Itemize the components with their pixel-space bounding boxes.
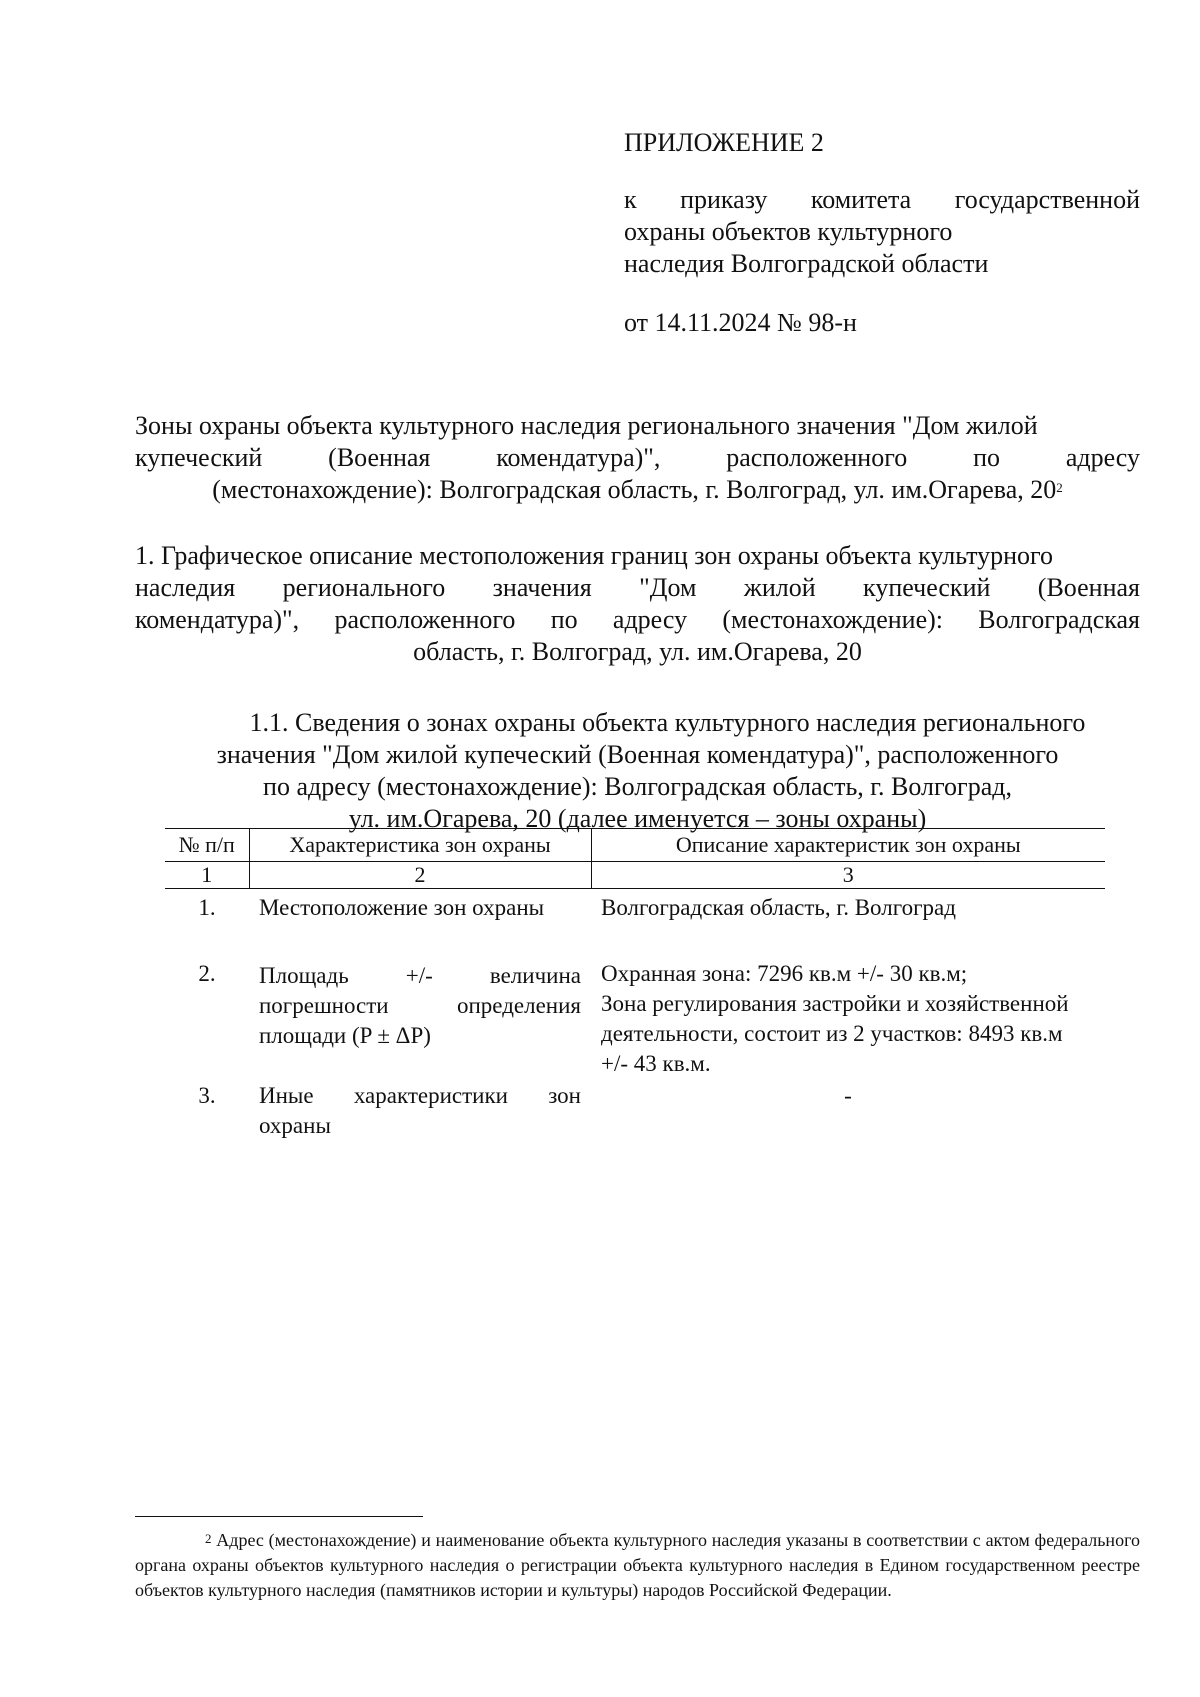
section-1-1-line: по адресу (местонахождение): Волгоградская область, г. Волгоград,	[263, 772, 1012, 801]
section-1-line: комендатура)", расположенного по адресу (местонахождение): Волгоградская	[135, 605, 1140, 634]
column-number-row	[165, 862, 1105, 889]
header-description: Описание характеристик зон охраны	[591, 829, 1105, 862]
row-number: 1.	[198, 895, 216, 920]
table-row	[165, 1079, 1105, 1141]
row-description-line: Охранная зона: 7296 кв.м +/- 30 кв.м;	[601, 961, 968, 986]
zones-table	[165, 828, 1105, 1141]
column-number: 3	[591, 862, 1105, 889]
main-heading-line-3	[135, 474, 1140, 506]
main-heading	[135, 410, 1140, 506]
section-1-line: 1. Графическое описание местоположения границ зон охраны объекта культурного	[135, 541, 1054, 570]
appendix-reference	[624, 184, 1140, 280]
table-row	[165, 957, 1105, 1079]
appendix-reference-line: к приказу комитета государственной	[624, 185, 1140, 214]
footnote-reference: 2	[1056, 480, 1063, 495]
footnote-text: Адрес (местонахождение) и наименование объекта культурного наследия указаны в соответствии с актом федерального органа охраны объектов культурного наследия о регистрации объекта культурного наследия в Едином государственном реестре объектов культурного наследия (памятников истории и культуры) народов Российской Федерации.	[135, 1530, 1141, 1600]
column-number: 1	[165, 862, 249, 889]
order-date-number: от 14.11.2024 № 98-н	[624, 308, 857, 337]
footnote	[135, 1528, 1140, 1603]
appendix-title: ПРИЛОЖЕНИЕ 2	[624, 128, 824, 157]
main-heading-line: купеческий (Военная комендатура)", расположенного по адресу	[135, 443, 1140, 472]
row-description: Волгоградская область, г. Волгоград	[601, 895, 956, 920]
row-number: 3.	[198, 1083, 216, 1108]
footnote-marker: 2	[205, 1531, 212, 1546]
row-characteristic: Площадь +/- величина погрешности определения площади (P ± ΔP)	[259, 963, 581, 1048]
table-header-row	[165, 829, 1105, 862]
row-description	[591, 957, 1105, 1079]
row-number: 2.	[198, 961, 216, 986]
section-1-1-heading	[165, 707, 1110, 835]
row-description-line: Зона регулирования застройки и хозяйственной деятельности, состоит из 2 участков: 8493 кв.м +/- 43 кв.м.	[601, 991, 1069, 1076]
section-1-1-line: ул. им.Огарева, 20 (далее именуется – зоны охраны)	[348, 804, 927, 833]
section-1-heading	[135, 540, 1140, 668]
footnote-separator	[135, 1516, 423, 1517]
header-characteristic: Характеристика зон охраны	[249, 829, 591, 862]
table-row	[165, 889, 1105, 958]
main-heading-line: Зоны охраны объекта культурного наследия регионального значения "Дом жилой	[135, 411, 1038, 440]
main-heading-line-text: (местонахождение): Волгоградская область, г. Волгоград, ул. им.Огарева, 20	[212, 475, 1057, 504]
row-characteristic: Иные характеристики зон охраны	[259, 1083, 581, 1138]
section-1-line: наследия регионального значения "Дом жилой купеческий (Военная	[135, 573, 1140, 602]
appendix-reference-line: наследия Волгоградской области	[624, 249, 989, 278]
section-1-line: область, г. Волгоград, ул. им.Огарева, 20	[413, 637, 862, 666]
column-number: 2	[249, 862, 591, 889]
header-num: № п/п	[165, 829, 249, 862]
row-characteristic: Местоположение зон охраны	[259, 895, 545, 920]
section-1-1-line: значения "Дом жилой купеческий (Военная комендатура)", расположенного	[216, 740, 1059, 769]
appendix-reference-line: охраны объектов культурного	[624, 217, 953, 246]
section-1-1-line: 1.1. Сведения о зонах охраны объекта культурного наследия регионального	[249, 708, 1086, 737]
row-description: -	[844, 1083, 852, 1108]
